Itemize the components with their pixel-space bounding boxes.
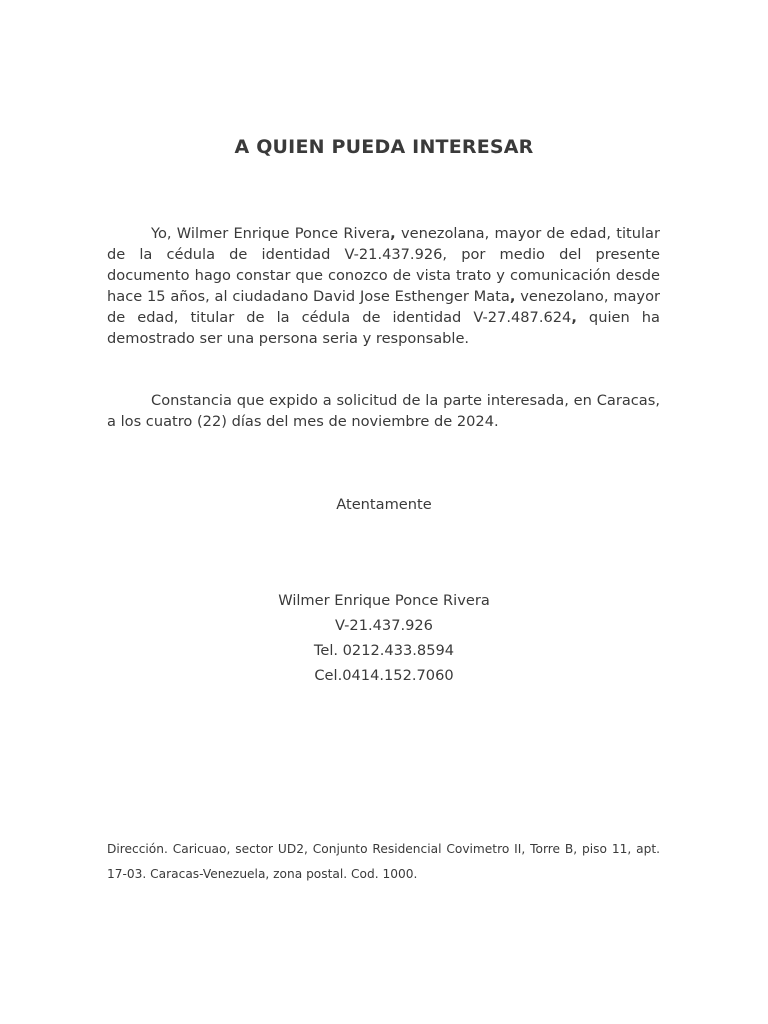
signature-name: Wilmer Enrique Ponce Rivera	[278, 592, 490, 609]
declaration-comma-2: ,	[509, 288, 516, 305]
declaration-comma-3: ,	[571, 309, 577, 326]
body-paragraph-declaration	[107, 223, 660, 349]
closing-salutation: Atentamente	[336, 496, 432, 513]
signature-phone: Tel. 0212.433.8594	[313, 642, 455, 659]
declaration-text-part-2: venezolana, mayor de edad, titular de la cédula de identidad V-21.437.926, por medio del presente documento hago constar que conozco de vista trato y comunicación desde hace 15 años, al ciudadano David Jose Esthenger Mata	[107, 225, 660, 305]
signature-block	[0, 588, 768, 688]
signature-id: V-21.437.926	[335, 617, 433, 634]
declaration-text-part-3: venezolano, mayor de edad, titular de la cédula de identidad V-27.487.624	[107, 288, 660, 326]
declaration-comma-1: ,	[390, 225, 396, 242]
declaration-text-part-4: quien ha demostrado ser una persona seria y responsable.	[107, 309, 660, 347]
document-title: A QUIEN PUEDA INTERESAR	[234, 136, 534, 158]
body-paragraph-constancy: Constancia que expido a solicitud de la parte interesada, en Caracas, a los cuatro (22) días del mes de noviembre de 2024.	[107, 392, 660, 430]
signature-mobile: Cel.0414.152.7060	[314, 667, 454, 684]
declaration-text-part-1: Yo, Wilmer Enrique Ponce Rivera	[151, 225, 391, 242]
footer-address: Dirección. Caricuao, sector UD2, Conjunto Residencial Covimetro II, Torre B, piso 11, apt. 17-03. Caracas-Venezuela, zona postal. Cod. 1000.	[107, 842, 660, 881]
